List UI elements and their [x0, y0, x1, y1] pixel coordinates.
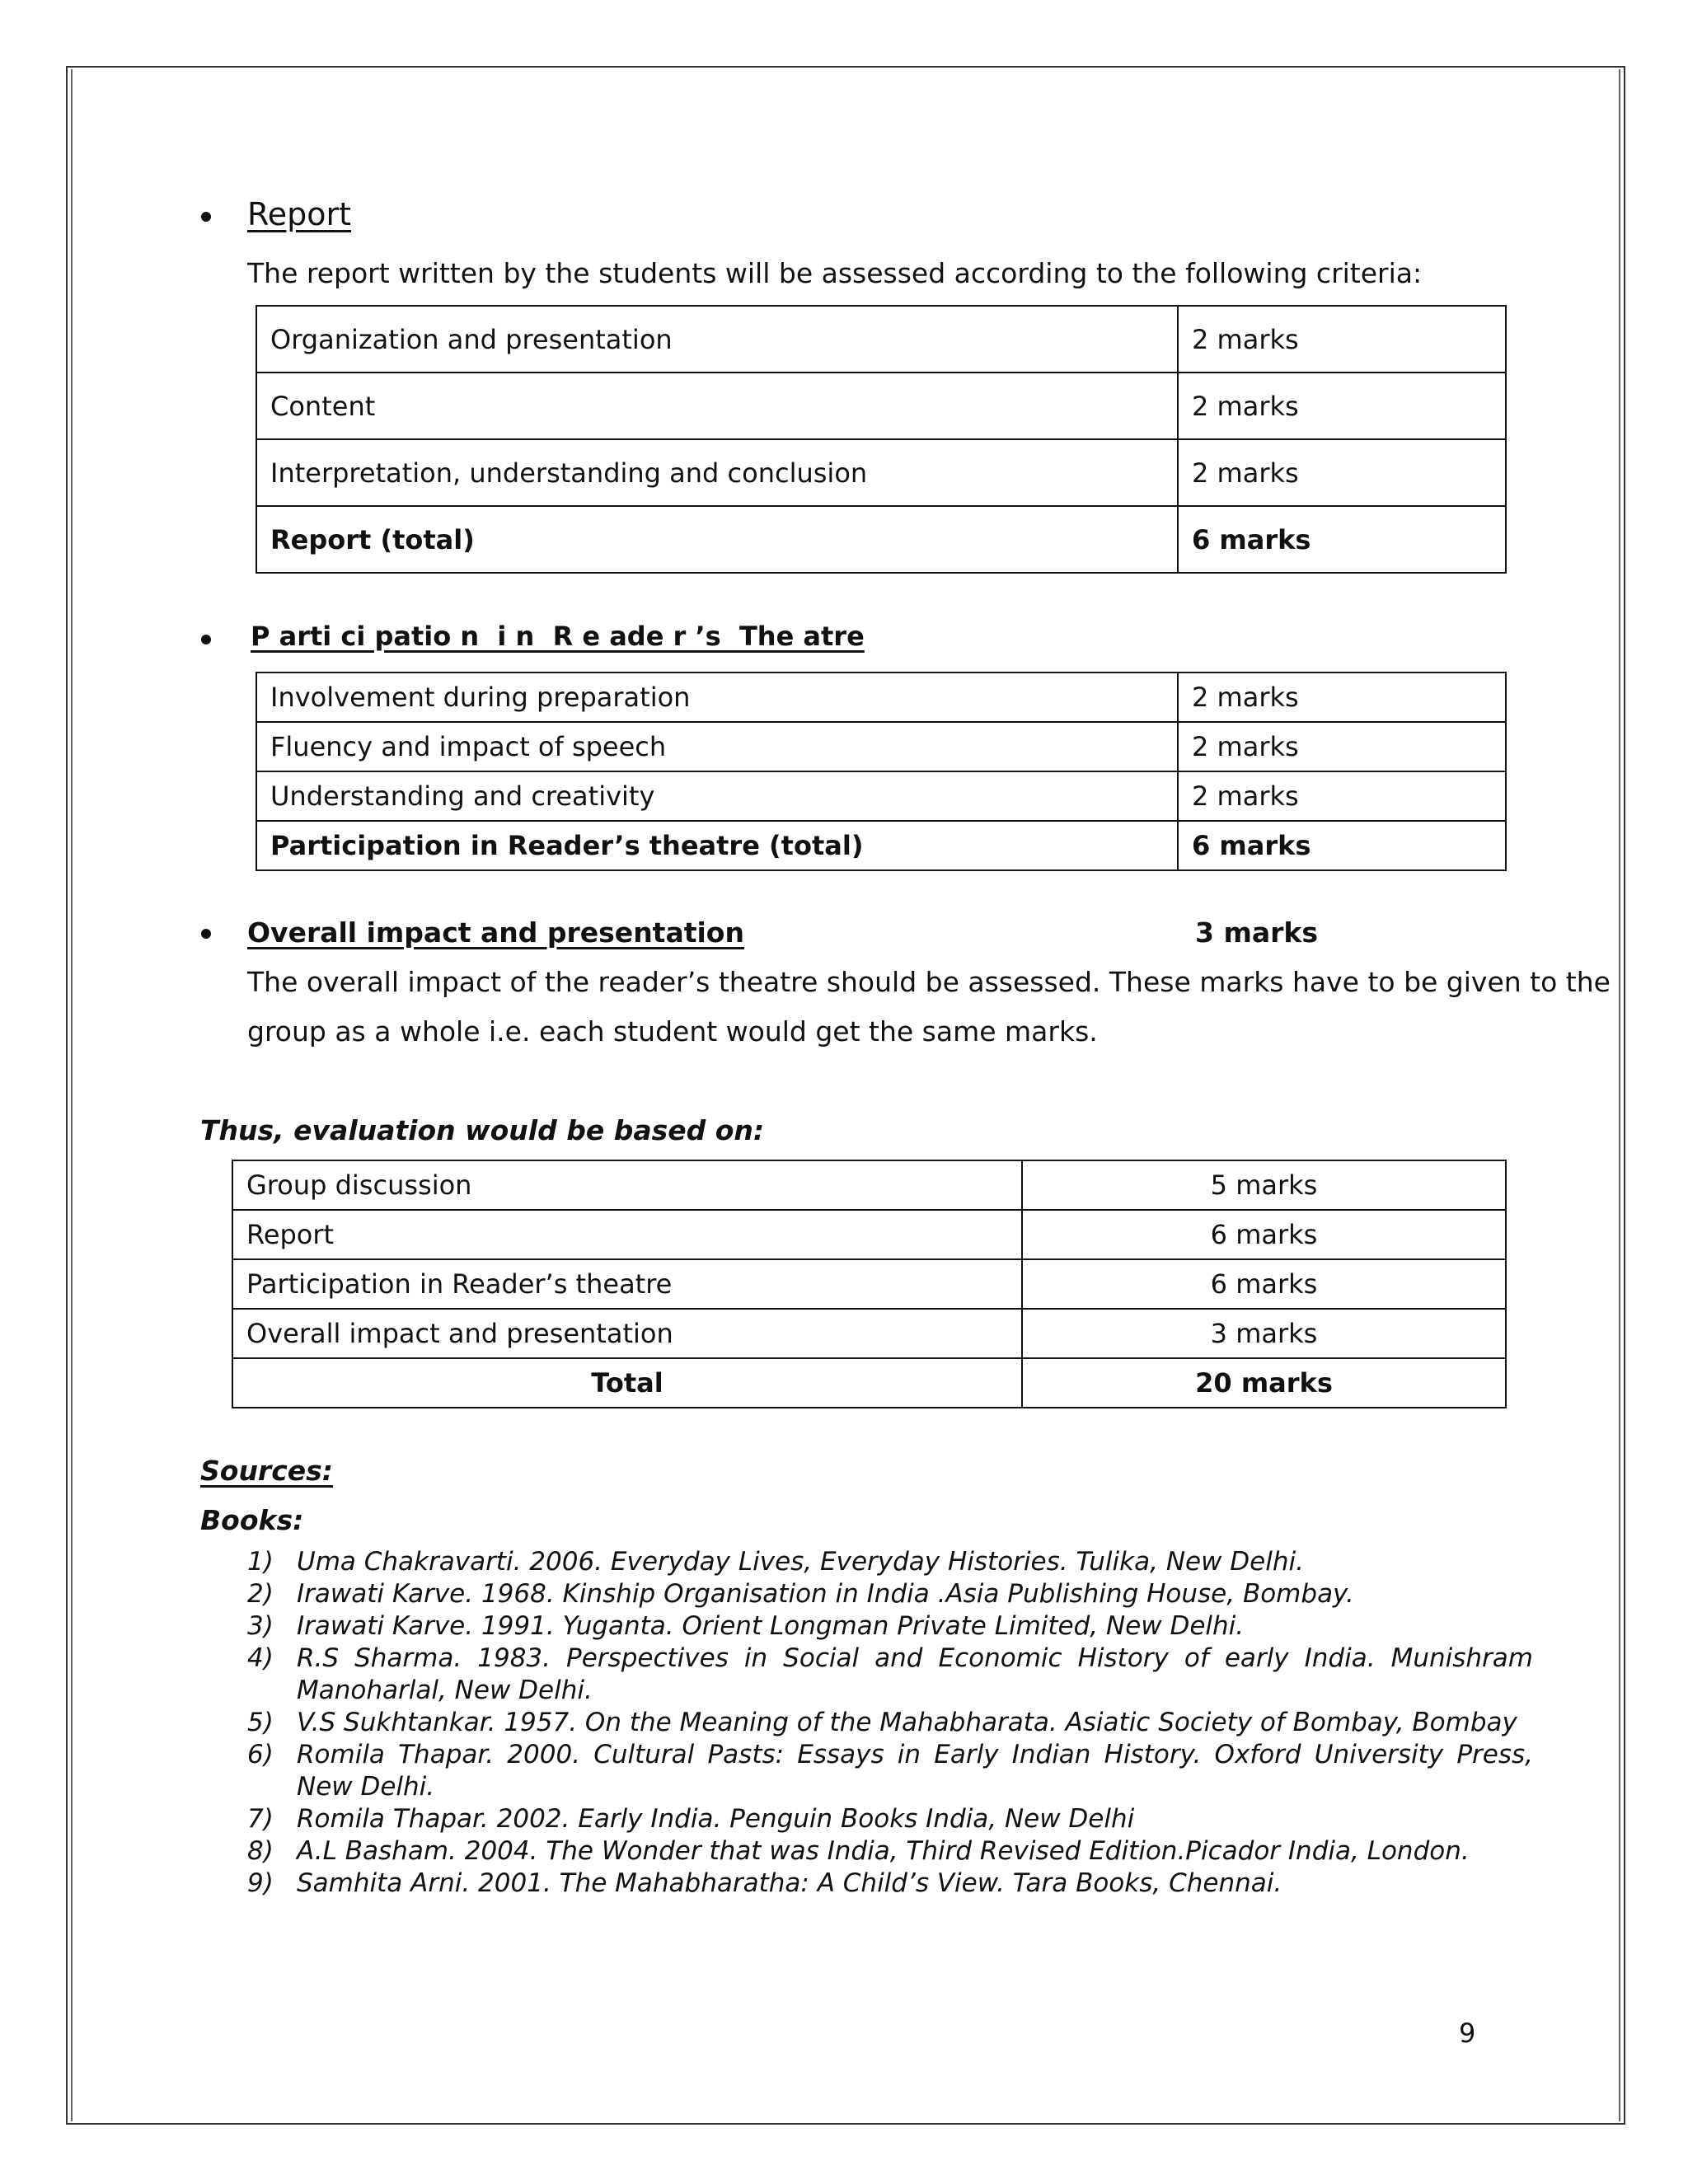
table-row: [256, 373, 1506, 439]
list-item: Uma Chakravarti. 2006. Everyday Lives, Everyday Histories. Tulika, New Delhi.: [297, 1547, 1304, 1577]
bullet-icon: [201, 212, 211, 222]
criterion-cell: Organization and presentation: [256, 306, 1178, 373]
table-row: [232, 1210, 1506, 1259]
sources-heading: Sources:: [200, 1455, 333, 1487]
overall-text-line2: group as a whole i.e. each student would get the same marks.: [247, 1015, 1098, 1047]
overall-heading: Overall impact and presentation: [247, 916, 744, 949]
bullet-icon: [201, 929, 211, 939]
table-row-total: [256, 821, 1506, 870]
marks-cell: 3 marks: [1022, 1309, 1506, 1358]
table-row: [232, 1160, 1506, 1210]
marks-cell: 2 marks: [1178, 673, 1506, 722]
participation-heading: P arti ci patio n i n R e ade r ’s The atre: [251, 621, 865, 652]
criterion-cell: Interpretation, understanding and conclusion: [256, 439, 1178, 506]
marks-cell: 5 marks: [1022, 1160, 1506, 1210]
participation-criteria-table: [256, 672, 1507, 871]
item-cell: Total: [232, 1358, 1022, 1408]
table-row: [256, 439, 1506, 506]
list-item: A.L Basham. 2004. The Wonder that was India, Third Revised Edition.Picador India, London.: [297, 1836, 1470, 1866]
list-item: Romila Thapar. 2002. Early India. Penguin Books India, New Delhi: [297, 1804, 1135, 1834]
marks-cell: 6 marks: [1178, 821, 1506, 870]
report-heading: Report: [247, 196, 351, 232]
marks-cell: 6 marks: [1022, 1210, 1506, 1259]
list-item: Irawati Karve. 1991. Yuganta. Orient Longman Private Limited, New Delhi.: [297, 1611, 1245, 1641]
marks-cell: 6 marks: [1178, 506, 1506, 573]
criterion-cell: Report (total): [256, 506, 1178, 573]
marks-cell: 2 marks: [1178, 306, 1506, 373]
list-item: R.S Sharma. 1983. Perspectives in Social and Economic History of early India. Munishram Manoharlal, New Delhi.: [297, 1643, 1533, 1705]
item-cell: Participation in Reader’s theatre: [232, 1259, 1022, 1309]
criterion-cell: Content: [256, 373, 1178, 439]
overall-text-line1: The overall impact of the reader’s theatre should be assessed. These marks have to be given to the: [247, 966, 1611, 998]
list-item: Samhita Arni. 2001. The Mahabharatha: A Child’s View. Tara Books, Chennai.: [297, 1868, 1282, 1898]
table-row: [256, 673, 1506, 722]
table-row: [232, 1309, 1506, 1358]
marks-cell: 2 marks: [1178, 771, 1506, 821]
table-row-total: [256, 506, 1506, 573]
overall-marks: 3 marks: [1195, 916, 1318, 949]
list-item: V.S Sukhtankar. 1957. On the Meaning of the Mahabharata. Asiatic Society of Bombay, Bombay: [297, 1708, 1517, 1737]
report-intro: The report written by the students will be assessed according to the following criteria:: [247, 257, 1423, 289]
report-criteria-table: [256, 305, 1507, 574]
marks-cell: 20 marks: [1022, 1358, 1506, 1408]
marks-cell: 2 marks: [1178, 373, 1506, 439]
table-row: [256, 306, 1506, 373]
table-row: [256, 771, 1506, 821]
marks-cell: 6 marks: [1022, 1259, 1506, 1309]
item-cell: Report: [232, 1210, 1022, 1259]
item-cell: Group discussion: [232, 1160, 1022, 1210]
criterion-cell: Understanding and creativity: [256, 771, 1178, 821]
table-row-total: [232, 1358, 1506, 1408]
list-item: Irawati Karve. 1968. Kinship Organisation in India .Asia Publishing House, Bombay.: [297, 1579, 1354, 1609]
criterion-cell: Participation in Reader’s theatre (total): [256, 821, 1178, 870]
marks-cell: 2 marks: [1178, 722, 1506, 771]
criterion-cell: Fluency and impact of speech: [256, 722, 1178, 771]
books-heading: Books:: [200, 1504, 304, 1536]
evaluation-summary-table: [232, 1160, 1507, 1408]
table-row: [232, 1259, 1506, 1309]
criterion-cell: Involvement during preparation: [256, 673, 1178, 722]
item-cell: Overall impact and presentation: [232, 1309, 1022, 1358]
list-item: Romila Thapar. 2000. Cultural Pasts: Essays in Early Indian History. Oxford University Press, New Delhi.: [297, 1740, 1533, 1802]
books-list: [247, 1546, 1533, 1900]
page-number: 9: [1459, 2018, 1476, 2049]
marks-cell: 2 marks: [1178, 439, 1506, 506]
bullet-icon: [201, 635, 211, 644]
table-row: [256, 722, 1506, 771]
evaluation-heading: Thus, evaluation would be based on:: [200, 1114, 765, 1146]
